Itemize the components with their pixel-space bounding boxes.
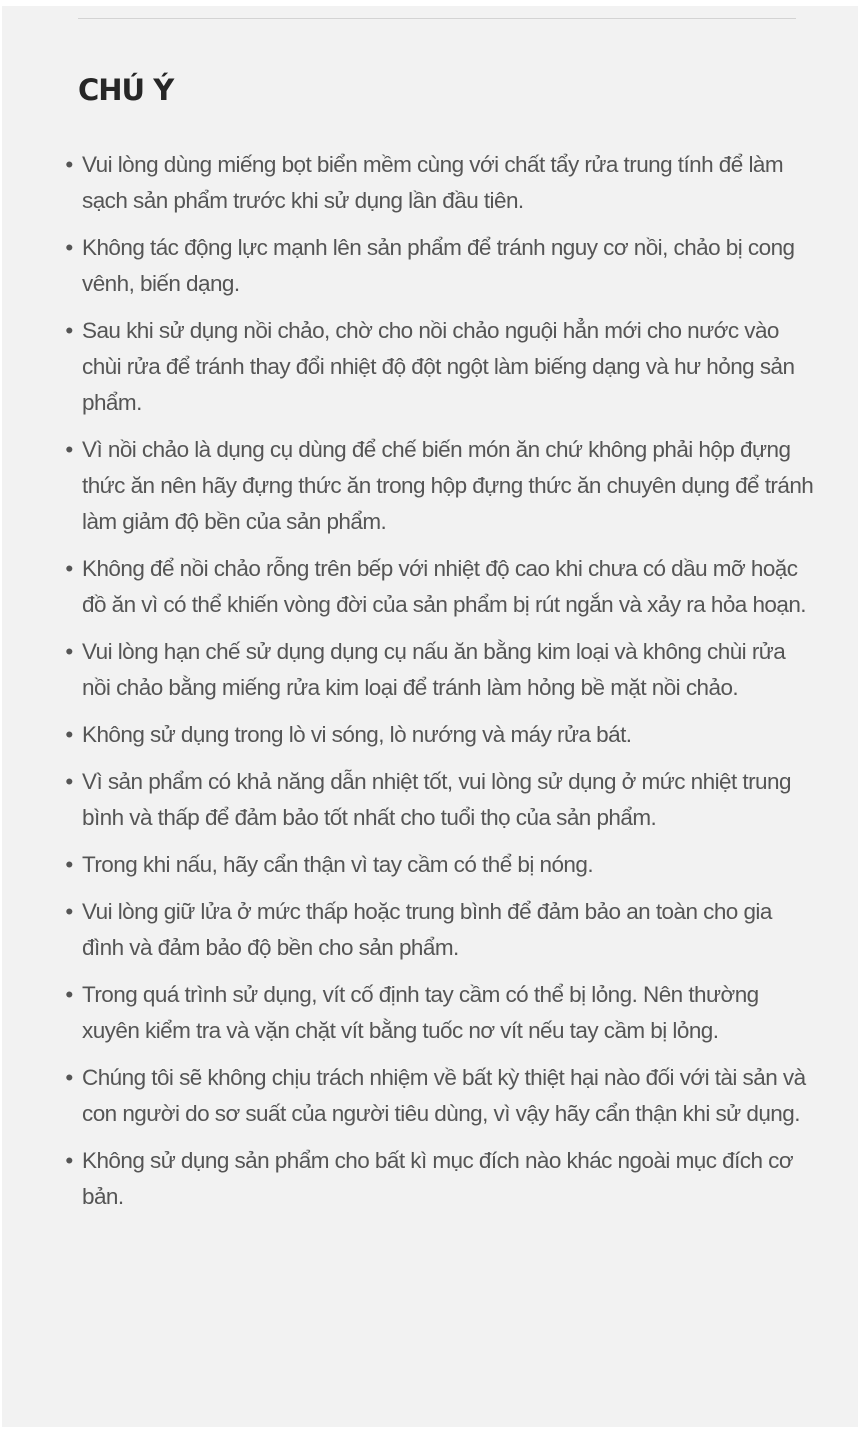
note-text: Vui lòng giữ lửa ở mức thấp hoặc trung bình để đảm bảo an toàn cho gia đình và đảm bảo độ bền cho sản phẩm.: [82, 899, 772, 960]
note-item: [2, 717, 858, 753]
note-text: Trong quá trình sử dụng, vít cố định tay cầm có thể bị lỏng. Nên thường xuyên kiểm tra và vặn chặt vít bằng tuốc nơ vít nếu tay cầm bị lỏng.: [82, 982, 759, 1043]
bullet-icon: •: [65, 318, 73, 343]
note-item: [2, 764, 858, 836]
note-item: [2, 894, 858, 966]
section-title: CHÚ Ý: [78, 73, 174, 107]
note-item: [2, 147, 858, 219]
note-item: [2, 432, 858, 540]
note-item: [2, 551, 858, 623]
note-text: Trong khi nấu, hãy cẩn thận vì tay cầm có thể bị nóng.: [82, 852, 594, 877]
note-text: Không sử dụng trong lò vi sóng, lò nướng và máy rửa bát.: [82, 722, 632, 747]
note-text: Sau khi sử dụng nồi chảo, chờ cho nồi chảo nguội hẳn mới cho nước vào chùi rửa để tránh thay đổi nhiệt độ đột ngột làm biếng dạng và hư hỏng sản phẩm.: [82, 318, 795, 415]
bullet-icon: •: [65, 437, 73, 462]
note-item: [2, 1060, 858, 1132]
note-text: Vì nồi chảo là dụng cụ dùng để chế biến món ăn chứ không phải hộp đựng thức ăn nên hãy đựng thức ăn trong hộp đựng thức ăn chuyên dụng để tránh làm giảm độ bền của sản phẩm.: [82, 437, 814, 534]
note-text: Không sử dụng sản phẩm cho bất kì mục đích nào khác ngoài mục đích cơ bản.: [82, 1148, 794, 1209]
note-item: [2, 977, 858, 1049]
bullet-icon: •: [65, 1065, 73, 1090]
notice-panel: [2, 6, 858, 1427]
note-text: Chúng tôi sẽ không chịu trách nhiệm về bất kỳ thiệt hại nào đối với tài sản và con người do sơ suất của người tiêu dùng, vì vậy hãy cẩn thận khi sử dụng.: [82, 1065, 806, 1126]
bullet-icon: •: [65, 556, 73, 581]
notes-list: [2, 147, 858, 1226]
note-text: Vui lòng dùng miếng bọt biển mềm cùng với chất tẩy rửa trung tính để làm sạch sản phẩm trước khi sử dụng lần đầu tiên.: [82, 152, 784, 213]
note-item: [2, 230, 858, 302]
bullet-icon: •: [65, 235, 73, 260]
bullet-icon: •: [65, 722, 73, 747]
bullet-icon: •: [65, 769, 73, 794]
note-item: [2, 313, 858, 421]
note-text: Vì sản phẩm có khả năng dẫn nhiệt tốt, vui lòng sử dụng ở mức nhiệt trung bình và thấp để đảm bảo tốt nhất cho tuổi thọ của sản phẩm.: [82, 769, 791, 830]
top-divider: [78, 18, 796, 19]
bullet-icon: •: [65, 982, 73, 1007]
bullet-icon: •: [65, 899, 73, 924]
note-item: [2, 634, 858, 706]
note-item: [2, 1143, 858, 1215]
bullet-icon: •: [65, 852, 73, 877]
bullet-icon: •: [65, 639, 73, 664]
note-text: Không tác động lực mạnh lên sản phẩm để tránh nguy cơ nồi, chảo bị cong vênh, biến dạng.: [82, 235, 795, 296]
note-item: [2, 847, 858, 883]
bullet-icon: •: [65, 1148, 73, 1173]
bullet-icon: •: [65, 152, 73, 177]
note-text: Vui lòng hạn chế sử dụng dụng cụ nấu ăn bằng kim loại và không chùi rửa nồi chảo bằng miếng rửa kim loại để tránh làm hỏng bề mặt nồi chảo.: [82, 639, 786, 700]
note-text: Không để nồi chảo rỗng trên bếp với nhiệt độ cao khi chưa có dầu mỡ hoặc đồ ăn vì có thể khiến vòng đời của sản phẩm bị rút ngắn và xảy ra hỏa hoạn.: [82, 556, 807, 617]
